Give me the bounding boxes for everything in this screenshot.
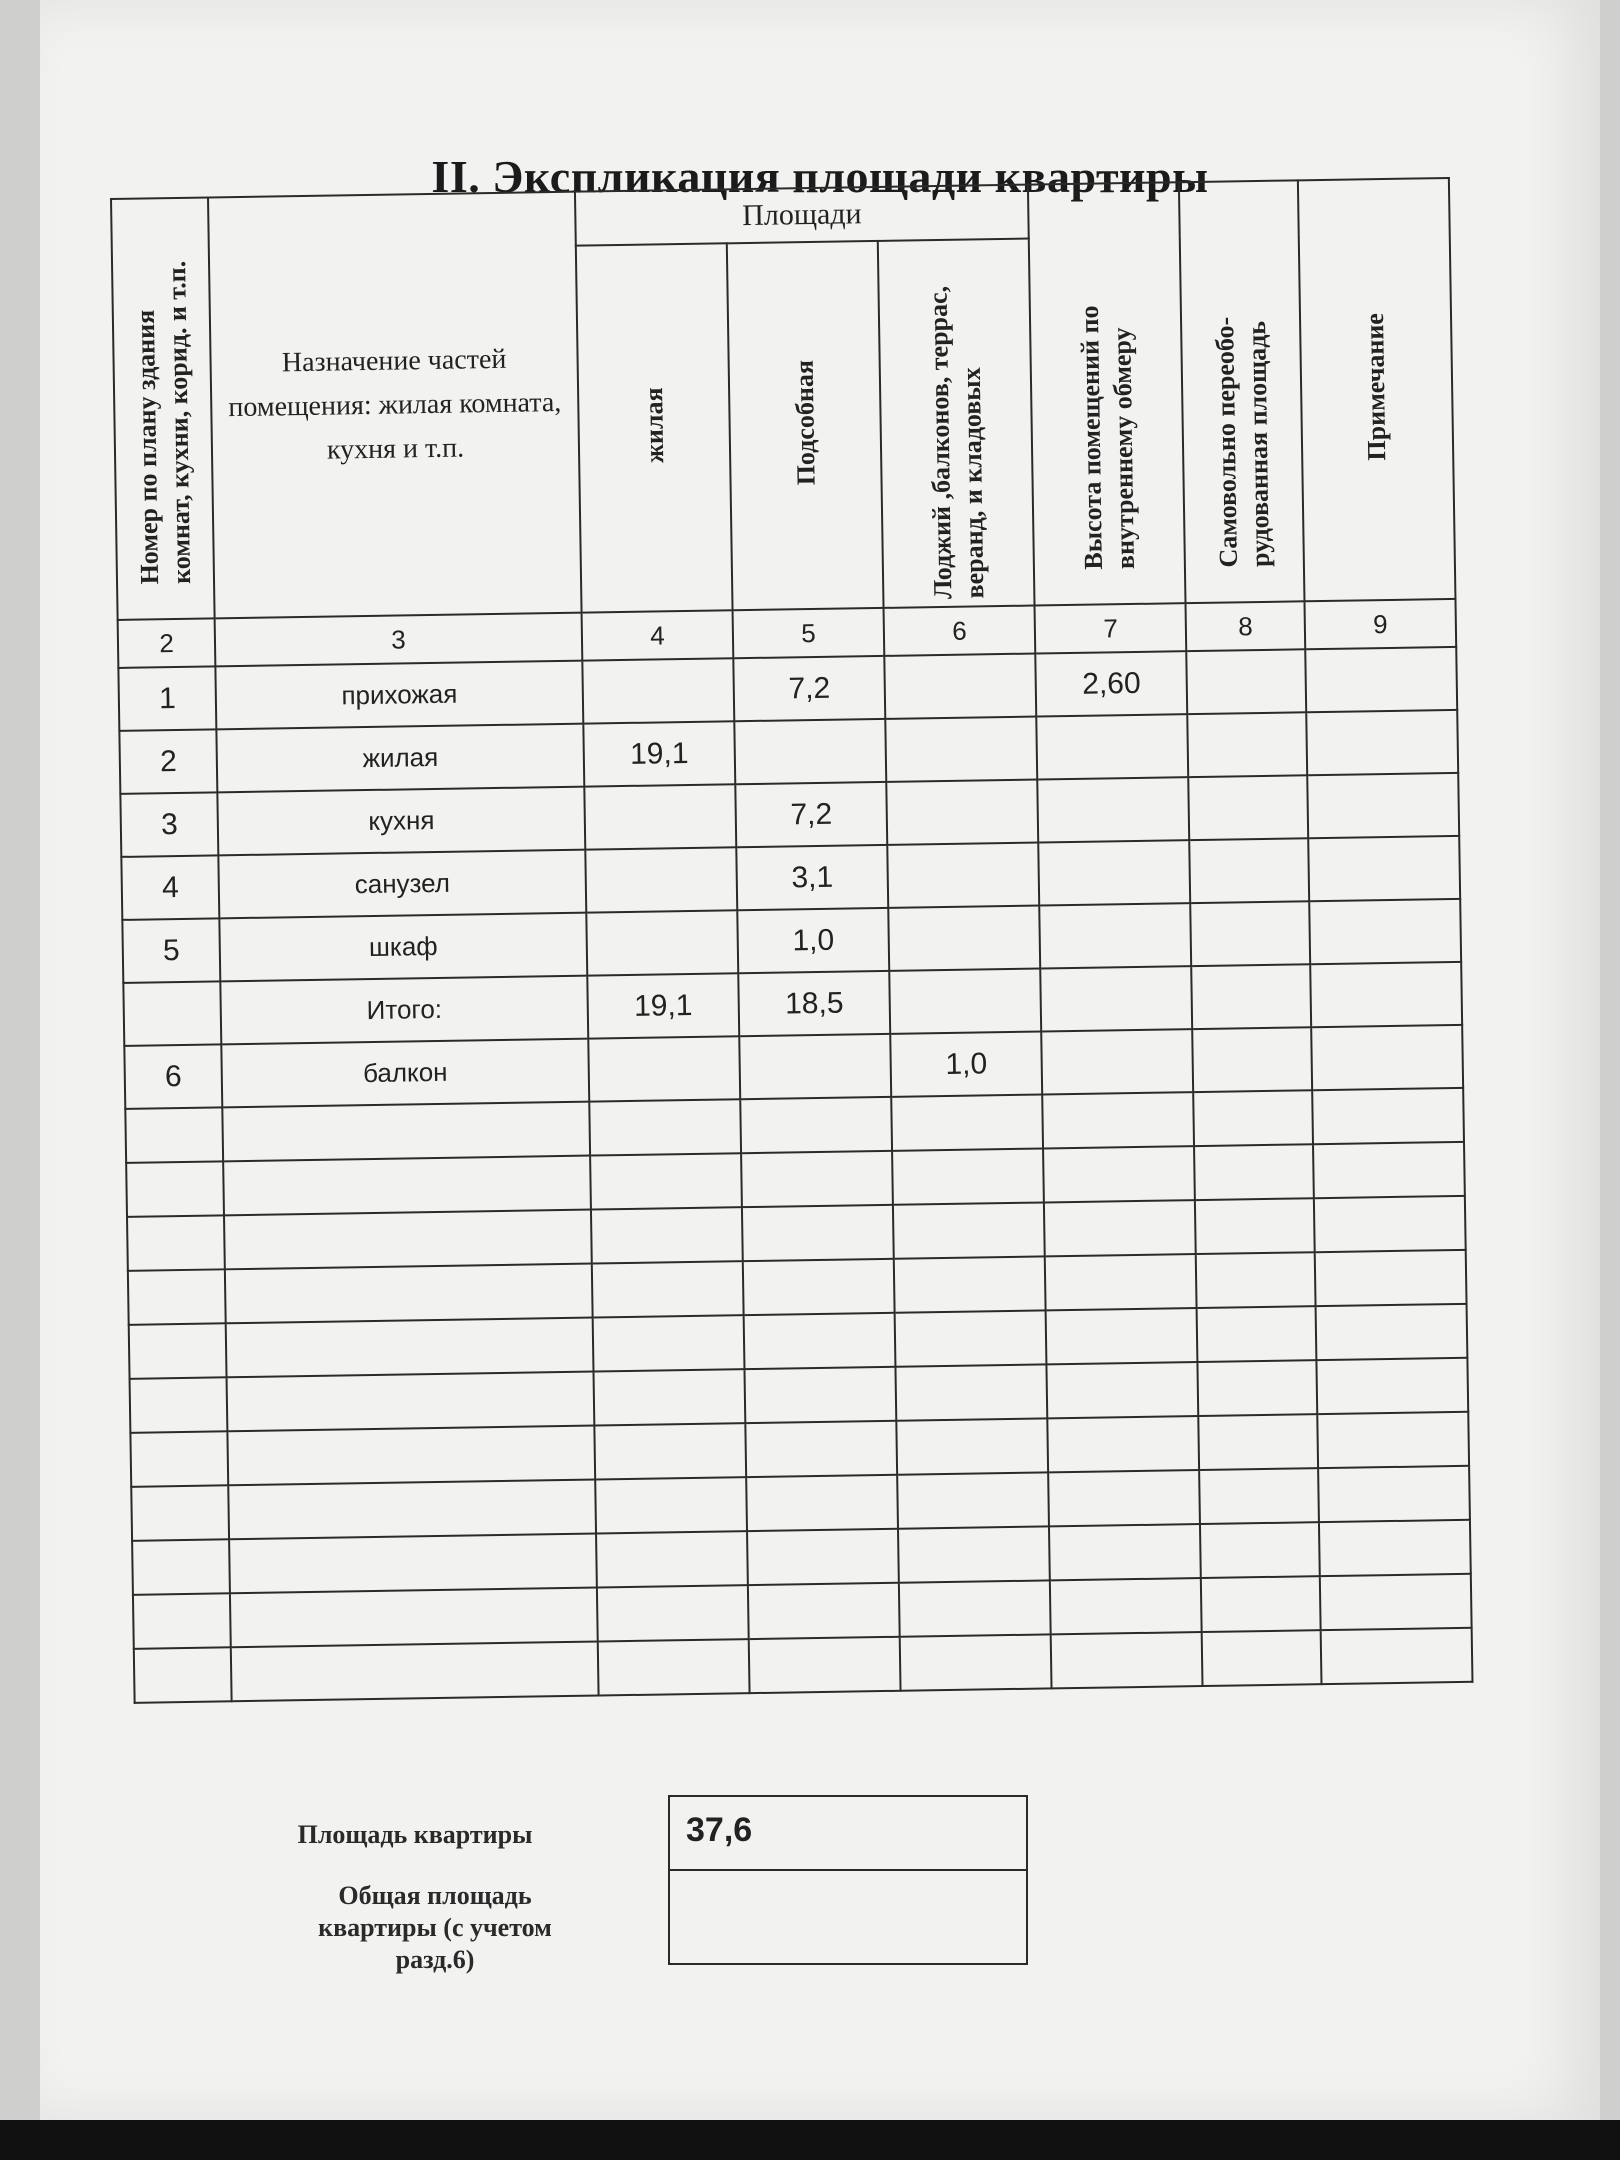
cell-note xyxy=(1310,962,1462,1027)
apartment-area-label: Площадь квартиры xyxy=(297,1820,533,1849)
column-number: 3 xyxy=(215,613,583,667)
cell-num: 6 xyxy=(124,1044,222,1109)
empty-cell xyxy=(134,1647,232,1703)
cell-redev xyxy=(1187,712,1307,777)
empty-cell xyxy=(1042,1092,1194,1148)
cell-living xyxy=(582,658,734,723)
empty-cell xyxy=(597,1585,749,1641)
header-redevelopment: Самовольно перeобо-рудованная площадь xyxy=(1179,180,1304,603)
cell-aux: 7,2 xyxy=(733,656,885,721)
empty-cell xyxy=(227,1372,595,1432)
empty-cell xyxy=(747,1529,899,1585)
empty-cell xyxy=(591,1207,743,1263)
empty-cell xyxy=(1313,1142,1465,1198)
empty-cell xyxy=(743,1259,895,1315)
empty-cell xyxy=(1051,1632,1203,1688)
cell-height xyxy=(1037,777,1189,842)
empty-cell xyxy=(129,1323,227,1379)
cell-height xyxy=(1040,966,1192,1031)
empty-cell xyxy=(1315,1250,1467,1306)
empty-cell xyxy=(1315,1304,1467,1360)
empty-cell xyxy=(1047,1362,1199,1418)
empty-cell xyxy=(1314,1196,1466,1252)
empty-cell xyxy=(894,1256,1046,1312)
cell-aux: 18,5 xyxy=(738,971,890,1036)
empty-cell xyxy=(898,1526,1050,1582)
empty-cell xyxy=(744,1313,896,1369)
empty-cell xyxy=(130,1377,228,1433)
empty-cell xyxy=(1049,1524,1201,1580)
empty-cell xyxy=(222,1102,590,1162)
header-note: Примечание xyxy=(1298,178,1456,601)
column-number: 9 xyxy=(1304,599,1456,649)
cell-living xyxy=(586,910,738,975)
header-living-area: жилая xyxy=(576,243,733,612)
empty-cell xyxy=(1316,1358,1468,1414)
cell-balcony xyxy=(885,717,1037,782)
empty-cell xyxy=(228,1480,596,1540)
cell-name: прихожая xyxy=(215,661,583,730)
empty-cell xyxy=(1044,1200,1196,1256)
cell-num xyxy=(123,981,221,1046)
empty-cell xyxy=(1198,1360,1318,1416)
empty-cell xyxy=(225,1264,593,1324)
empty-cell xyxy=(745,1367,897,1423)
cell-note xyxy=(1305,647,1457,712)
empty-cell xyxy=(742,1205,894,1261)
cell-name: шкаф xyxy=(219,913,587,982)
empty-cell xyxy=(748,1583,900,1639)
column-number: 5 xyxy=(733,608,885,658)
header-room-purpose: Назначение частей помещения: жилая комната, кухня и т.п. xyxy=(208,192,581,619)
column-number: 7 xyxy=(1035,603,1187,653)
cell-redev xyxy=(1188,775,1308,840)
cell-height xyxy=(1041,1029,1193,1094)
empty-cell xyxy=(1318,1466,1470,1522)
empty-cell xyxy=(133,1593,231,1649)
cell-aux xyxy=(734,719,886,784)
empty-cell xyxy=(126,1161,224,1217)
empty-cell xyxy=(1196,1252,1316,1308)
empty-cell xyxy=(1195,1198,1315,1254)
cell-num: 5 xyxy=(122,918,220,983)
column-number: 2 xyxy=(118,618,216,668)
empty-cell xyxy=(593,1369,745,1425)
empty-cell xyxy=(130,1431,228,1487)
column-number: 4 xyxy=(582,610,734,660)
header-auxiliary-area: Подсобная xyxy=(727,241,884,610)
cell-balcony xyxy=(884,654,1036,719)
cell-name: Итого: xyxy=(220,976,588,1045)
cell-name: балкон xyxy=(221,1039,589,1108)
empty-cell xyxy=(231,1642,599,1702)
cell-redev xyxy=(1191,964,1311,1029)
cell-height xyxy=(1039,903,1191,968)
empty-cell xyxy=(892,1148,1044,1204)
cell-name: санузел xyxy=(218,850,586,919)
cell-note xyxy=(1311,1025,1463,1090)
cell-balcony xyxy=(887,842,1039,907)
empty-cell xyxy=(227,1426,595,1486)
cell-aux: 7,2 xyxy=(735,782,887,847)
screen-bezel xyxy=(0,2120,1620,2160)
empty-cell xyxy=(1050,1578,1202,1634)
cell-balcony xyxy=(888,905,1040,970)
empty-cell xyxy=(229,1534,597,1594)
empty-cell xyxy=(590,1153,742,1209)
empty-cell xyxy=(891,1094,1043,1150)
empty-cell xyxy=(593,1315,745,1371)
empty-cell xyxy=(893,1202,1045,1258)
empty-cell xyxy=(1193,1090,1313,1146)
empty-cell xyxy=(1199,1414,1319,1470)
empty-cell xyxy=(1319,1520,1471,1576)
cell-name: кухня xyxy=(217,787,585,856)
empty-cell xyxy=(598,1639,750,1695)
cell-name: жилая xyxy=(216,724,584,793)
empty-cell xyxy=(1201,1576,1321,1632)
empty-cell xyxy=(230,1588,598,1648)
cell-aux xyxy=(739,1034,891,1099)
empty-cell xyxy=(1321,1628,1473,1684)
empty-cell xyxy=(899,1580,1051,1636)
cell-height: 2,60 xyxy=(1035,651,1187,716)
empty-cell xyxy=(1199,1468,1319,1524)
cell-note xyxy=(1309,899,1461,964)
cell-redev xyxy=(1190,901,1310,966)
empty-cell xyxy=(592,1261,744,1317)
empty-cell xyxy=(1194,1144,1314,1200)
empty-cell xyxy=(226,1318,594,1378)
empty-cell xyxy=(1317,1412,1469,1468)
cell-living xyxy=(584,784,736,849)
empty-cell xyxy=(895,1310,1047,1366)
empty-cell xyxy=(596,1531,748,1587)
cell-living xyxy=(585,847,737,912)
header-areas-group: Площади xyxy=(575,185,1029,246)
cell-living: 19,1 xyxy=(583,721,735,786)
cell-balcony xyxy=(886,780,1038,845)
explication-table xyxy=(110,177,1473,1704)
empty-cell xyxy=(897,1472,1049,1528)
cell-note xyxy=(1306,710,1458,775)
header-room-number: Номер по плану здания комнат, кухни, корид. и т.п. xyxy=(111,197,215,619)
empty-cell xyxy=(1048,1470,1200,1526)
cell-num: 4 xyxy=(121,855,219,920)
empty-cell xyxy=(1047,1416,1199,1472)
empty-cell xyxy=(900,1634,1052,1690)
empty-cell xyxy=(224,1210,592,1270)
cell-balcony xyxy=(889,968,1041,1033)
cell-aux: 3,1 xyxy=(736,845,888,910)
cell-balcony: 1,0 xyxy=(890,1031,1042,1096)
empty-cell xyxy=(1043,1146,1195,1202)
cell-num: 3 xyxy=(120,792,218,857)
empty-cell xyxy=(1312,1088,1464,1144)
empty-cell xyxy=(740,1097,892,1153)
column-number: 6 xyxy=(884,606,1036,656)
total-area-label: Общая площадь квартиры (с учетом разд.6) xyxy=(318,1881,552,1974)
empty-cell xyxy=(589,1099,741,1155)
empty-cell xyxy=(741,1151,893,1207)
cell-living xyxy=(588,1036,740,1101)
empty-cell xyxy=(896,1364,1048,1420)
empty-cell xyxy=(594,1423,746,1479)
cell-redev xyxy=(1186,649,1306,714)
document-page xyxy=(40,0,1600,2120)
apartment-area-value: 37,6 xyxy=(670,1797,1026,1871)
document-title: II. Экспликация площади квартиры xyxy=(431,151,1209,202)
empty-cell xyxy=(749,1637,901,1693)
empty-cell xyxy=(1045,1254,1197,1310)
empty-cell xyxy=(1046,1308,1198,1364)
cell-redev xyxy=(1189,838,1309,903)
empty-cell xyxy=(1320,1574,1472,1630)
empty-cell xyxy=(746,1475,898,1531)
cell-redev xyxy=(1192,1027,1312,1092)
cell-height xyxy=(1038,840,1190,905)
column-number: 8 xyxy=(1186,601,1305,651)
empty-cell xyxy=(896,1418,1048,1474)
empty-cell xyxy=(132,1539,230,1595)
empty-cell xyxy=(595,1477,747,1533)
header-balcony-area: Лоджий ,балконов, террас, веранд, и кладовых xyxy=(878,239,1035,608)
empty-cell xyxy=(223,1156,591,1216)
empty-cell xyxy=(1197,1306,1317,1362)
empty-cell xyxy=(127,1215,225,1271)
empty-cell xyxy=(1202,1630,1322,1686)
cell-num: 2 xyxy=(119,729,217,794)
cell-note xyxy=(1308,836,1460,901)
empty-cell xyxy=(745,1421,897,1477)
cell-living: 19,1 xyxy=(587,973,739,1038)
empty-cell xyxy=(1200,1522,1320,1578)
cell-note xyxy=(1307,773,1459,838)
cell-aux: 1,0 xyxy=(737,908,889,973)
cell-height xyxy=(1036,714,1188,779)
header-height: Высота помещений по внутреннему обмеру xyxy=(1028,182,1186,605)
empty-cell xyxy=(131,1485,229,1541)
summary-values-box xyxy=(668,1795,1028,1965)
empty-cell xyxy=(125,1107,223,1163)
empty-cell xyxy=(128,1269,226,1325)
cell-num: 1 xyxy=(118,666,216,731)
